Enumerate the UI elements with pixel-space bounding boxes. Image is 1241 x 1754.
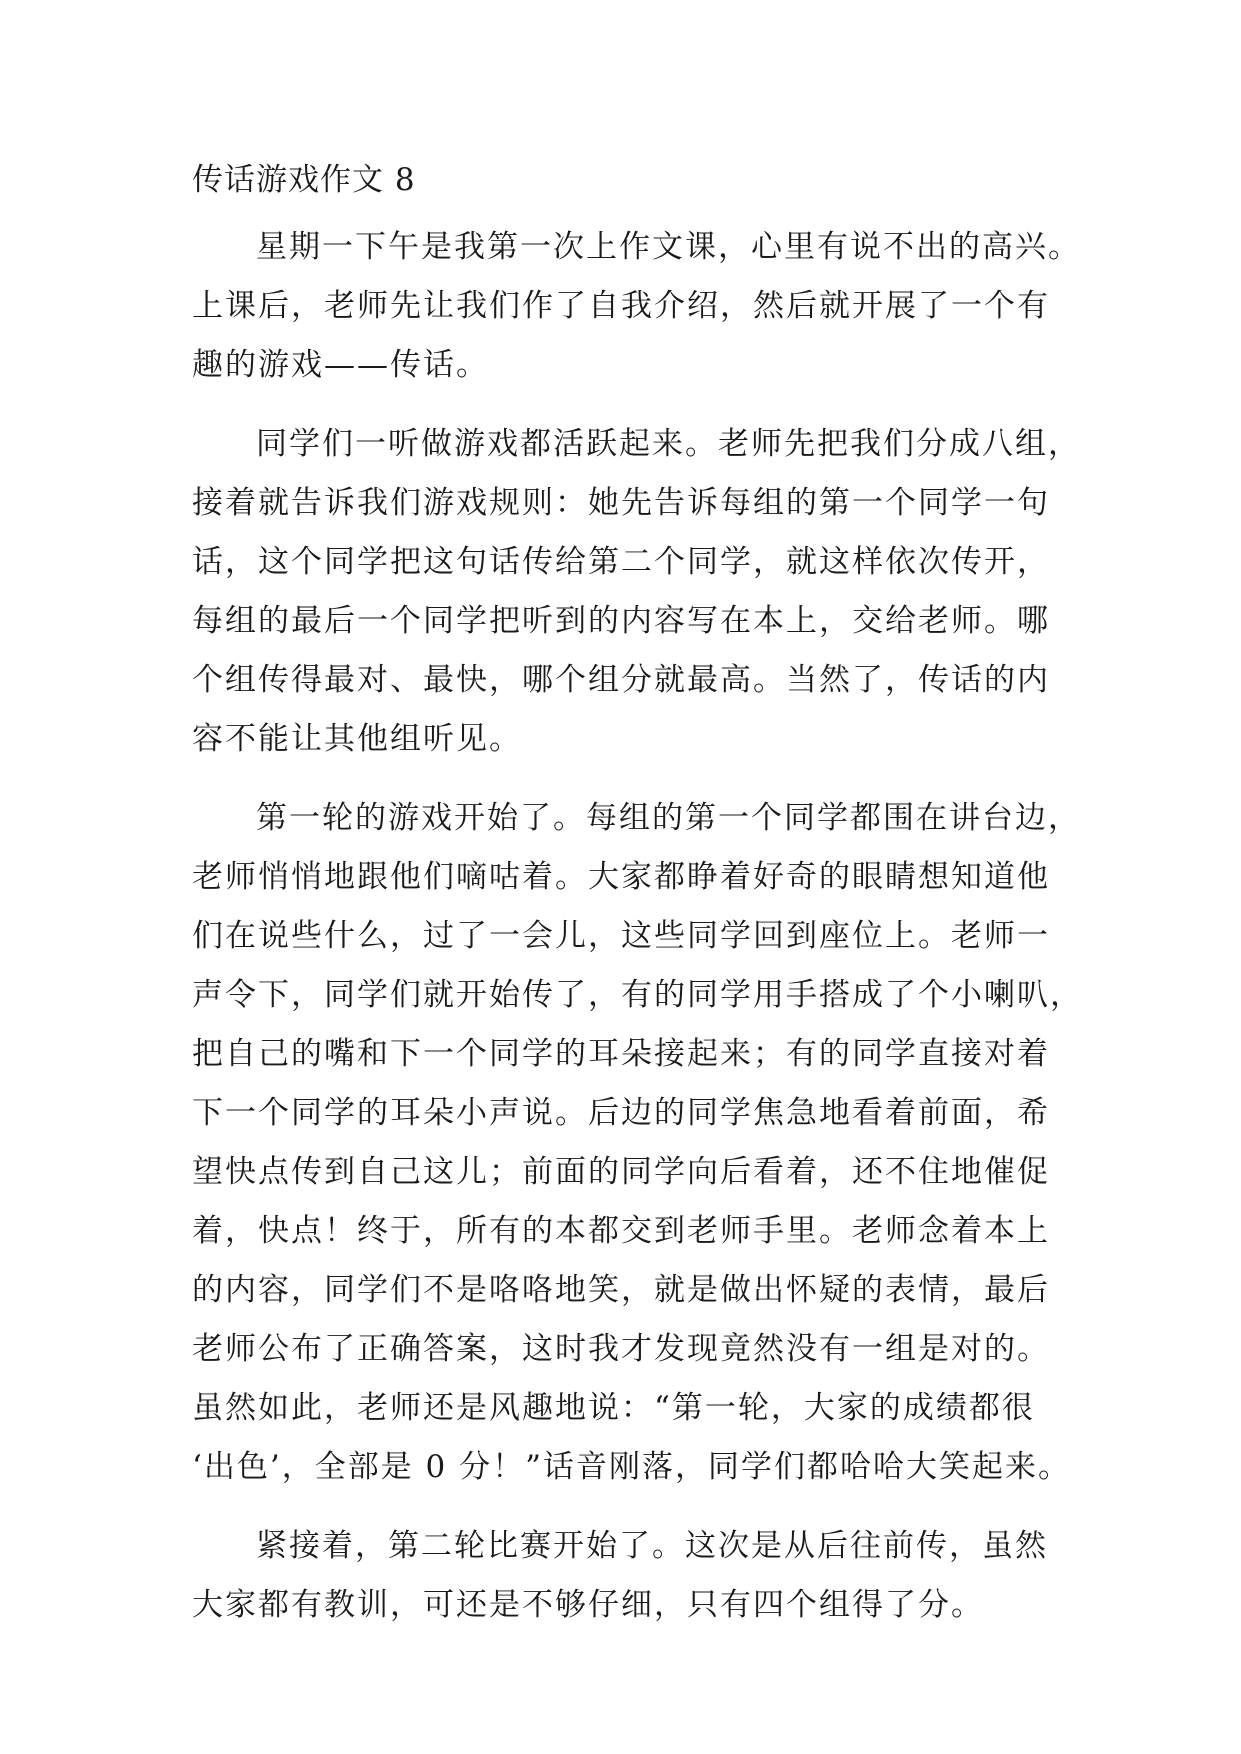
paragraph-line: 老师悄悄地跟他们嘀咕着。大家都睁着好奇的眼睛想知道他 <box>192 859 1050 895</box>
paragraph-line: 同学们一听做游戏都活跃起来。老师先把我们分成八组， <box>256 426 1081 462</box>
paragraph-line: 每组的最后一个同学把听到的内容写在本上，交给老师。哪 <box>192 603 1050 639</box>
paragraph-3 <box>192 789 1083 1497</box>
document-page <box>192 160 1083 1655</box>
paragraph-4 <box>192 1517 1054 1635</box>
paragraph-line: 紧接着，第二轮比赛开始了。这次是从后往前传，虽然 <box>256 1528 1048 1564</box>
paragraph-line: 个组传得最对、最快，哪个组分就最高。当然了，传话的内 <box>192 662 1050 698</box>
document-title: 传话游戏作文 8 <box>192 162 416 198</box>
paragraph-line: ‘出色’，全部是 0 分！”话音刚落，同学们都哈哈大笑起来。 <box>192 1449 1071 1485</box>
paragraph-line: 趣的游戏——传话。 <box>192 347 489 383</box>
paragraph-line: 大家都有教训，可还是不够仔细，只有四个组得了分。 <box>192 1587 984 1623</box>
paragraph-2 <box>192 415 1081 769</box>
paragraph-line: 接着就告诉我们游戏规则：她先告诉每组的第一个同学一句 <box>192 485 1050 521</box>
paragraph-line: 上课后，老师先让我们作了自我介绍，然后就开展了一个有 <box>192 288 1050 324</box>
paragraph-line: 虽然如此，老师还是风趣地说：“第一轮，大家的成绩都很 <box>192 1390 1035 1426</box>
paragraph-line: 话，这个同学把这句话传给第二个同学，就这样依次传开， <box>192 544 1050 580</box>
paragraph-line: 第一轮的游戏开始了。每组的第一个同学都围在讲台边， <box>256 800 1081 836</box>
paragraph-line: 望快点传到自己这儿；前面的同学向后看着，还不住地催促 <box>192 1154 1050 1190</box>
paragraph-line: 老师公布了正确答案，这时我才发现竟然没有一组是对的。 <box>192 1331 1050 1367</box>
paragraph-line: 的内容，同学们不是咯咯地笑，就是做出怀疑的表情，最后 <box>192 1272 1050 1308</box>
paragraph-line: 星期一下午是我第一次上作文课，心里有说不出的高兴。 <box>256 229 1081 265</box>
paragraph-line: 声令下，同学们就开始传了，有的同学用手搭成了个小喇叭， <box>192 977 1083 1013</box>
paragraph-line: 把自己的嘴和下一个同学的耳朵接起来；有的同学直接对着 <box>192 1036 1050 1072</box>
paragraph-line: 着，快点！终于，所有的本都交到老师手里。老师念着本上 <box>192 1213 1050 1249</box>
paragraph-line: 容不能让其他组听见。 <box>192 721 522 757</box>
paragraph-line: 们在说些什么，过了一会儿，这些同学回到座位上。老师一 <box>192 918 1050 954</box>
paragraph-1 <box>192 218 1081 395</box>
paragraph-line: 下一个同学的耳朵小声说。后边的同学焦急地看着前面，希 <box>192 1095 1050 1131</box>
